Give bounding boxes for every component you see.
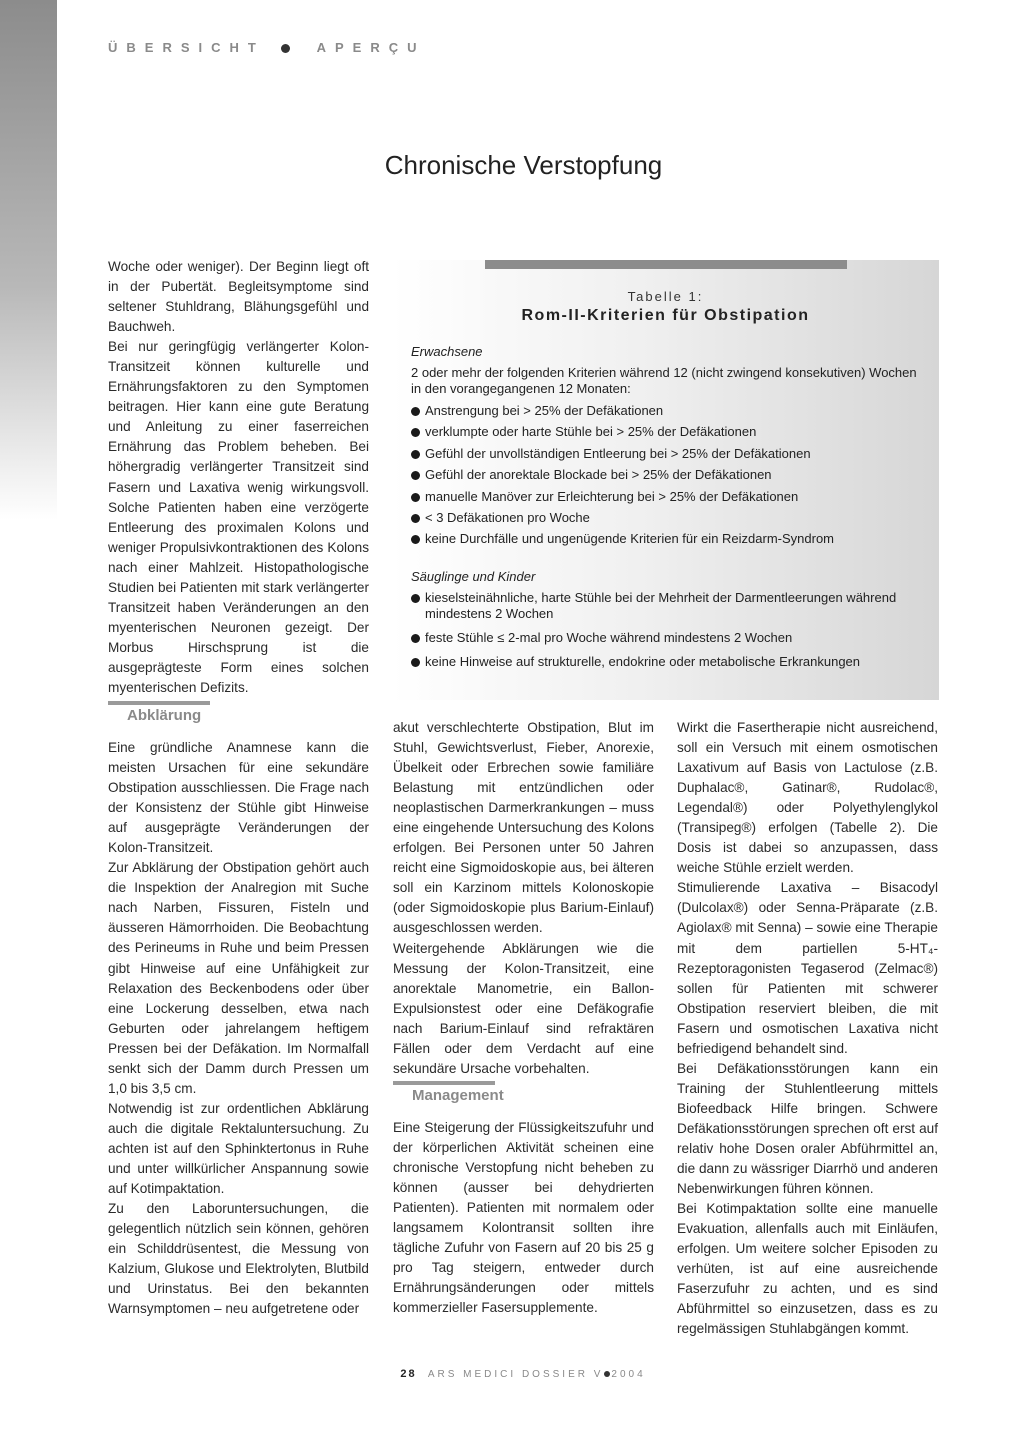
criteria-table — [392, 260, 939, 700]
paragraph: Zu den Laboruntersuchungen, die gelegentlich nützlich sein können, gehören ein Schilddrüsentest, die Messung von Kalzium, Glukose und Elektrolyten, Blutbild und Urinstatus. Bei den bekannten Warnsymptomen – neu aufgetretene oder — [108, 1201, 369, 1317]
bullet-icon — [411, 407, 420, 416]
children-heading: Säuglinge und Kinder — [411, 568, 536, 584]
journal-year: 2004 — [611, 1369, 646, 1380]
list-item — [411, 510, 926, 526]
paragraph: Bei Kotimpaktation sollte eine manuelle Evakuation, allenfalls auch mit Einläufen, erfolgen. Um weitere solcher Episoden zu verhüten, ist auf eine ausreichende Faserzufuhr zu achten, und es sind Abführmittel so einzusetzen, dass es zu regelmässigen Stuhlabgängen kommt. — [677, 1201, 938, 1337]
section-rule — [393, 1081, 495, 1085]
list-item — [411, 424, 926, 440]
header-dot-icon — [281, 44, 290, 53]
paragraph: Eine gründliche Anamnese kann die meisten Ursachen für eine sekundäre Obstipation ausschliessen. Die Frage nach der Konsistenz der Stühle gibt Hinweise auf ausgeprägte Veränderungen der Kolon-Transitzeit. — [108, 740, 369, 856]
bullet-icon — [411, 471, 420, 480]
column-1-abklaerung — [108, 738, 369, 1319]
list-item — [411, 446, 926, 462]
bullet-icon — [411, 493, 420, 502]
bullet-icon — [411, 535, 420, 544]
paragraph: Woche oder weniger). Der Beginn liegt oft in der Pubertät. Begleitsymptome sind seltener Stuhldrang, Blähungsgefühl und Bauchweh. — [108, 259, 369, 335]
list-item — [411, 654, 926, 670]
section-label: Abklärung — [127, 707, 202, 724]
column-2-management — [393, 1118, 654, 1318]
item-text: Gefühl der unvollständigen Entleerung bei > 25% der Defäkationen — [425, 445, 811, 461]
table-body — [411, 344, 926, 675]
bullet-icon — [411, 514, 420, 523]
column-2-abklaerung — [393, 718, 654, 1079]
list-item — [411, 531, 926, 547]
list-item — [411, 489, 926, 505]
bullet-icon — [411, 428, 420, 437]
item-text: keine Durchfälle und ungenügende Kriterien für ein Reizdarm-Syndrom — [425, 531, 835, 547]
list-item — [411, 590, 926, 622]
page-number: 28 — [400, 1368, 417, 1380]
list-item — [411, 403, 926, 419]
list-item — [411, 630, 926, 646]
section-label: Management — [412, 1087, 504, 1104]
bullet-icon — [411, 634, 420, 643]
paragraph: Weitergehende Abklärungen wie die Messung der Kolon-Transitzeit, eine anorektale Manometrie, ein Ballon-Expulsionstest oder eine Defäkografie nach Barium-Einlauf sind refraktären Fällen oder dem Verdacht auf eine sekundäre Ursache vorbehalten. — [393, 940, 654, 1076]
header-right: APERÇU — [316, 40, 426, 55]
bullet-icon — [411, 594, 420, 603]
page-footer — [0, 1368, 1024, 1380]
footer-dot-icon — [604, 1371, 610, 1377]
item-text: keine Hinweise auf strukturelle, endokrine oder metabolische Erkrankungen — [425, 653, 861, 669]
bullet-icon — [411, 658, 420, 667]
paragraph: Bei Defäkationsstörungen kann ein Training der Stuhlentleerung mittels Biofeedback Hilfe bringen. Schwere Defäkationsstörungen sprechen oft erst auf relativ hohe Dosen oraler Abführmittel an, die dann zu wässriger Diarrhö und anderen Nebenwirkungen führen können. — [677, 1060, 938, 1197]
table-caption: Tabelle 1: — [627, 289, 704, 304]
table-top-bar — [485, 260, 847, 269]
item-text: feste Stühle ≤ 2-mal pro Woche während mindestens 2 Wochen — [425, 629, 793, 645]
item-text: kieselsteinähnliche, harte Stühle bei der Mehrheit der Darmentleerungen während mindestens 2 Wochen — [425, 589, 897, 621]
section-header — [108, 40, 426, 55]
table-title: Rom-II-Kriterien für Obstipation — [521, 307, 810, 324]
section-rule — [108, 701, 210, 705]
adults-intro: 2 oder mehr der folgenden Kriterien während 12 (nicht zwingend konsekutiven) Wochen in den vorangegangenen 12 Monaten: — [411, 365, 917, 396]
item-text: Anstrengung bei > 25% der Defäkationen — [425, 403, 664, 418]
item-text: Gefühl der anorektale Blockade bei > 25% der Defäkationen — [425, 467, 772, 483]
paragraph: Wirkt die Fasertherapie nicht ausreichend, soll ein Versuch mit einem osmotischen Laxativum auf Basis von Lactulose (z.B. Duphalac®, Gatinar®, Rudolac®, Legendal®) oder Polyethylenglykol (Transipeg®) erfolgen (Tabelle 2). Die Dosis ist dabei so anzupassen, dass weiche Stühle erzielt werden. — [677, 720, 938, 876]
column-1-intro — [108, 257, 369, 698]
adults-heading: Erwachsene — [411, 344, 483, 359]
section-heading-abklaerung — [108, 701, 210, 724]
paragraph: Stimulierende Laxativa – Bisacodyl (Dulcolax®) oder Senna-Präparate (z.B. Agiolax® mit Senna) – sowie eine Therapie mit dem partiellen 5-HT₄-Rezeptoragonisten Tegaserod (Zelmac®) sollen für Patienten mit schwerer Obstipation reserviert bleiben, die mit Fasern und osmotischen Laxativa nicht befriedigend behandelt sind. — [677, 880, 938, 1056]
item-text: < 3 Defäkationen pro Woche — [425, 509, 590, 525]
paragraph: akut verschlechterte Obstipation, Blut im Stuhl, Gewichtsverlust, Fieber, Anorexie, Übelkeit oder Erbrechen sowie familiäre Belastung mit entzündlichen oder neoplastischen Darmerkrankungen – muss eine eingehende Untersuchung des Kolons erfolgen. Bei Personen unter 50 Jahren reicht eine Sigmoidoskopie aus, bei älteren soll ein Karzinom mittels Kolonoskopie (oder Sigmoidoskopie plus Barium-Einlauf) ausgeschlossen werden. — [393, 720, 654, 936]
paragraph: Zur Abklärung der Obstipation gehört auch die Inspektion der Analregion mit Suche nach Narben, Fissuren, Fisteln und äusseren Hämorrhoiden. Die Beobachtung des Perineums in Ruhe und beim Pressen gibt Hinweise auf eine Unfähigkeit zur Relaxation des Beckenbodens oder über eine Lockerung desselben, etwa nach Geburten oder jahrelangem heftigem Pressen bei der Defäkation. Im Normalfall senkt sich der Damm durch Pressen um 1,0 bis 3,5 cm. — [108, 860, 369, 1096]
paragraph: Eine Steigerung der Flüssigkeitszufuhr und der körperlichen Aktivität scheinen eine chronische Verstopfung nicht beheben zu können (ausser bei dehydrierten Patienten). Patienten mit normalem oder langsamem Kolontransit sollten ihre tägliche Zufuhr von Fasern auf 20 bis 25 g pro Tag steigern, entweder durch Ernährungsänderungen oder mittels kommerzieller Fasersupplemente. — [393, 1120, 654, 1316]
bullet-icon — [411, 450, 420, 459]
item-text: manuelle Manöver zur Erleichterung bei > 25% der Defäkationen — [425, 488, 799, 504]
page-title: Chronische Verstopfung — [384, 150, 663, 180]
side-gradient-strip — [0, 0, 57, 520]
journal-name: ARS MEDICI DOSSIER V — [427, 1369, 604, 1380]
section-heading-management — [393, 1081, 504, 1104]
paragraph: Notwendig ist zur ordentlichen Abklärung auch die digitale Rektaluntersuchung. Zu achten ist auf den Sphinktertonus in Ruhe und unter willkürlicher Anspannung sowie auf Kotimpaktation. — [108, 1100, 369, 1197]
list-item — [411, 467, 926, 483]
header-left: ÜBERSICHT — [108, 40, 265, 55]
paragraph: Bei nur geringfügig verlängerter Kolon-Transitzeit können kulturelle und Ernährungsfaktoren zu den Symptomen beitragen. Hier kann eine gute Beratung und Anleitung zu einer faserreichen Ernährung das Problem beheben. Bei höhergradig verlängerter Transitzeit sind Fasern und Laxativa wenig wirkungsvoll. Solche Patienten haben eine verzögerte Entleerung des proximalen Kolons und weniger Propulsivkontraktionen des Kolons nach einer Mahlzeit. Histopathologische Studien bei Patienten mit stark verlängerter Transitzeit haben Veränderungen an den myenterischen Neuronen gezeigt. Der Morbus Hirschsprung ist die ausgeprägteste Form eines solchen myenterischen Defizits. — [108, 339, 369, 695]
column-3 — [677, 718, 938, 1339]
item-text: verklumpte oder harte Stühle bei > 25% der Defäkationen — [425, 424, 757, 440]
